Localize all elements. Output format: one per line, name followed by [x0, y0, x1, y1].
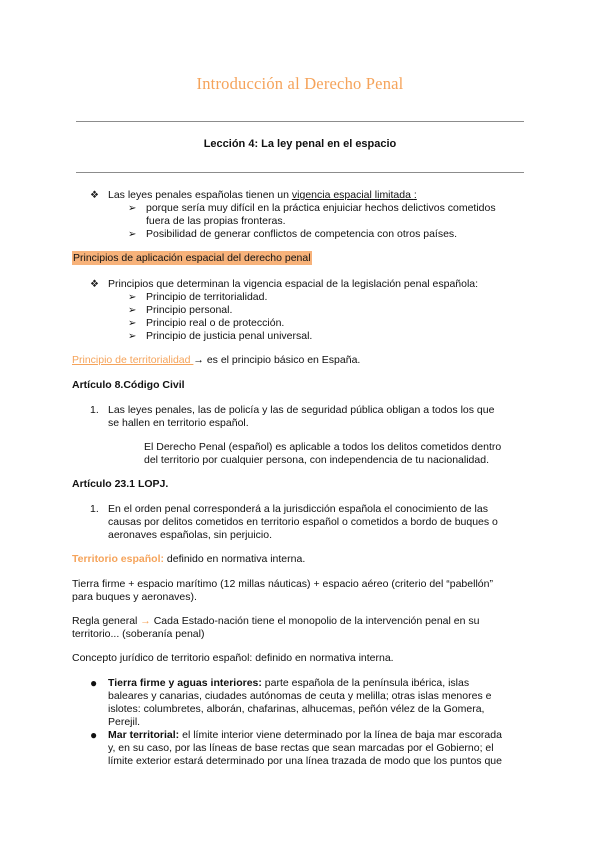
list-item2-line1: Mar territorial: el límite interior viene determinado por la línea de baja mar escorada: [108, 729, 502, 741]
principios-bullet: Principios que determinan la vigencia espacial de la legislación penal española:: [108, 278, 479, 290]
regla-general-line1: Regla general → Cada Estado-nación tiene el monopolio de la intervención penal en su: [72, 615, 480, 627]
list-item1-line4: Perejil.: [108, 716, 141, 728]
articulo23-heading: Artículo 23.1 LOPJ.: [72, 478, 169, 490]
arrow-bullet-icon: ➢: [128, 203, 137, 214]
intro-bullet-text: Las leyes penales españolas tienen un vigencia espacial limitada :: [108, 189, 417, 201]
territorio-line: Territorio español: definido en normativa interna.: [72, 553, 306, 565]
vigencia-link[interactable]: vigencia espacial limitada: [291, 189, 414, 201]
bullet-dot-icon: ●: [90, 676, 98, 690]
articulo8-heading: Artículo 8.Código Civil: [72, 379, 185, 391]
list-number: 1.: [90, 404, 99, 416]
articulo23-line1: En el orden penal corresponderá a la jurisdicción española el conocimiento de las: [108, 503, 488, 515]
regla-general-line2: territorio... (soberanía penal): [72, 628, 205, 640]
diamond-bullet-icon: ❖: [90, 279, 99, 290]
articulo8-line2: se hallen en territorio español.: [108, 417, 249, 429]
principio-item: Principio real o de protección.: [146, 317, 285, 329]
diamond-bullet-icon: ❖: [90, 190, 99, 201]
list-item2-line2: y, en su caso, por las líneas de base rectas que sean marcadas por el Gobierno; el: [108, 742, 494, 754]
lesson-subtitle: Lección 4: La ley penal en el espacio: [203, 138, 397, 150]
intro-sub1-line2: fuera de las propias fronteras.: [146, 215, 286, 227]
territorio-p1-line2: para buques y aeronaves).: [72, 591, 197, 603]
intro-sub1-line1: porque sería muy difícil en la práctica enjuiciar hechos delictivos cometidos: [146, 202, 496, 214]
articulo8-note-line2: del territorio por cualquier persona, con independencia de tu nacionalidad.: [144, 454, 489, 466]
articulo8-note-line1: El Derecho Penal (español) es aplicable a todos los delitos cometidos dentro: [144, 441, 502, 453]
bullet-dot-icon: ●: [90, 728, 98, 742]
articulo8-line1: Las leyes penales, las de policía y las de seguridad pública obligan a todos los que: [108, 404, 495, 416]
arrow-bullet-icon: ➢: [128, 229, 137, 240]
concepto-juridico: Concepto jurídico de territorio español: definido en normativa interna.: [72, 652, 394, 664]
territorio-p1-line1: Tierra firme + espacio marítimo (12 millas náuticas) + espacio aéreo (criterio del “pabellón”: [72, 578, 493, 590]
principio-item: Principio personal.: [146, 304, 233, 316]
right-arrow-icon: →: [140, 615, 151, 627]
list-item2-line3: límite exterior estará determinado por una línea trazada de modo que los puntos que: [108, 755, 502, 767]
list-item1-line1: Tierra firme y aguas interiores: parte española de la península ibérica, islas: [108, 677, 470, 689]
document-title: Introducción al Derecho Penal: [196, 74, 404, 93]
top-divider: [76, 121, 524, 122]
territorialidad-link[interactable]: Principio de territorialidad: [72, 354, 194, 366]
list-item1-line2: baleares y canarias, ciudades autónomas de ceuta y melilla; otras islas menores e: [108, 690, 492, 702]
arrow-bullet-icon: ➢: [128, 318, 137, 329]
list-number: 1.: [90, 503, 99, 515]
subtitle-divider: [76, 172, 524, 173]
list-item1-line3: islotes: columbretes, alborán, chafarinas, alhucemas, peñón vélez de la Gomera,: [108, 703, 485, 715]
articulo23-line2: causas por delitos cometidos en territorio español o cometidos a bordo de buques o: [108, 516, 498, 528]
arrow-bullet-icon: ➢: [128, 305, 137, 316]
arrow-bullet-icon: ➢: [128, 331, 137, 342]
section-heading-principios: Principios de aplicación espacial del derecho penal: [73, 252, 311, 264]
principio-item: Principio de justicia penal universal.: [146, 330, 313, 342]
territorio-label: Territorio español:: [72, 553, 164, 565]
intro-sub2: Posibilidad de generar conflictos de competencia con otros países.: [146, 228, 458, 240]
territorialidad-line: Principio de territorialidad → es el principio básico en España.: [72, 354, 361, 366]
articulo23-line3: aeronaves españolas, sin perjuicio.: [108, 529, 273, 541]
principio-item: Principio de territorialidad.: [146, 291, 268, 303]
right-arrow-icon: →: [193, 354, 204, 366]
arrow-bullet-icon: ➢: [128, 292, 137, 303]
